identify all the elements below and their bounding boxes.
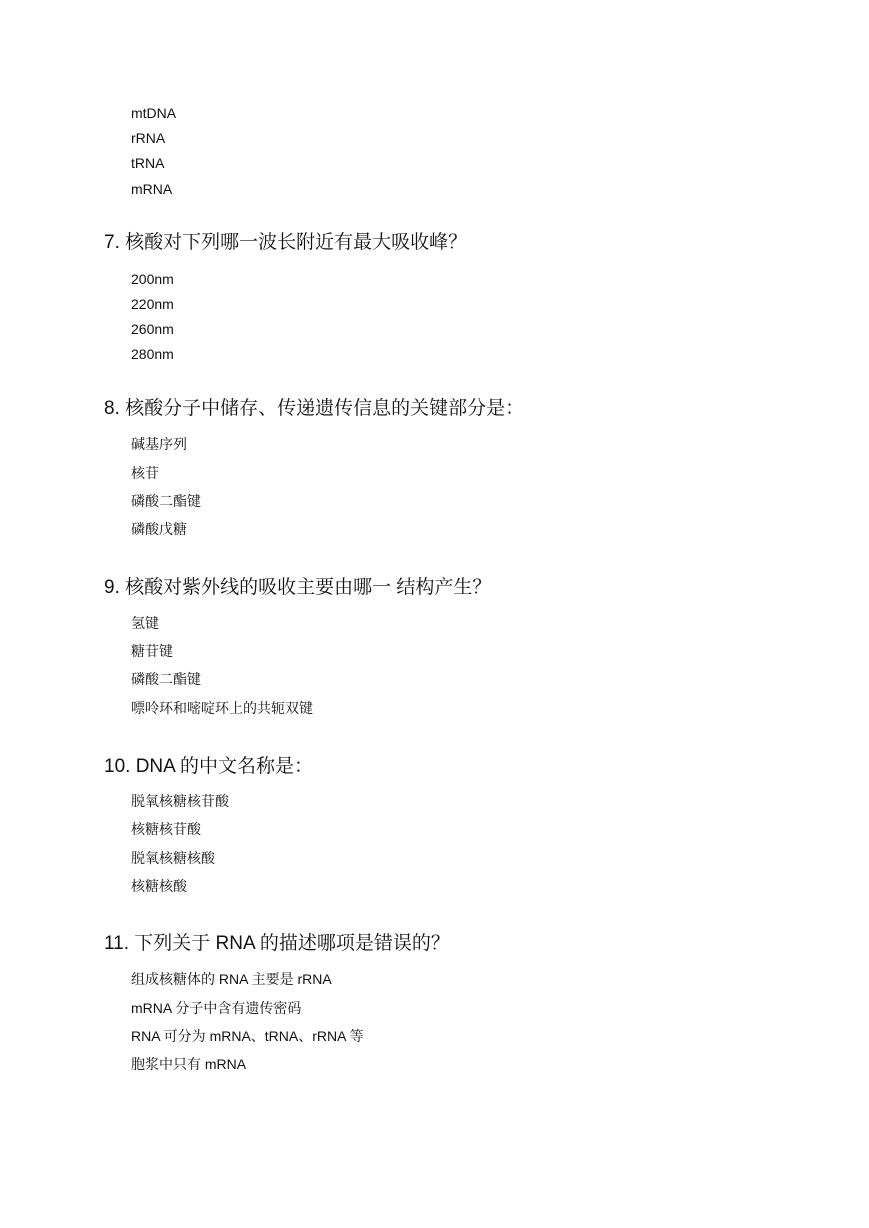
option-text: 280nm [131,346,174,362]
option-text: 核糖核酸 [131,878,187,894]
option-text: mRNA [131,181,173,197]
option-text: mtDNA [131,105,177,121]
option-text: 组成核糖体的 RNA 主要是 rRNA [131,971,332,987]
option-text: 核苷 [131,465,159,481]
option-text: 脱氧核糖核酸 [131,850,215,866]
question-title: 8. 核酸分子中储存、传递遗传信息的关键部分是： [104,398,525,419]
option-text: 磷酸戊糖 [131,521,187,537]
option-text: mRNA 分子中含有遗传密码 [131,1000,302,1016]
question-title: 10. DNA 的中文名称是： [104,756,314,777]
option-text: 脱氧核糖核苷酸 [131,793,229,809]
option-text: 嘌呤环和嘧啶环上的共轭双键 [131,700,313,716]
question-title: 11. 下列关于 RNA 的描述哪项是错误的？ [104,933,450,954]
option-text: 碱基序列 [131,436,187,452]
option-text: rRNA [131,130,166,146]
option-text: 核糖核苷酸 [131,821,201,837]
option-text: 糖苷键 [131,643,173,659]
option-text: RNA 可分为 mRNA、tRNA、rRNA 等 [131,1028,364,1044]
option-text: 260nm [131,321,174,337]
option-text: 氢键 [131,615,159,631]
option-text: 磷酸二酯键 [131,671,201,687]
option-text: 220nm [131,296,174,312]
option-text: 胞浆中只有 mRNA [131,1056,247,1072]
option-text: tRNA [131,155,165,171]
question-title: 7. 核酸对下列哪一波长附近有最大吸收峰？ [104,232,468,253]
question-title: 9. 核酸对紫外线的吸收主要由哪一 结构产生？ [104,577,492,598]
option-text: 磷酸二酯键 [131,493,201,509]
option-text: 200nm [131,271,174,287]
